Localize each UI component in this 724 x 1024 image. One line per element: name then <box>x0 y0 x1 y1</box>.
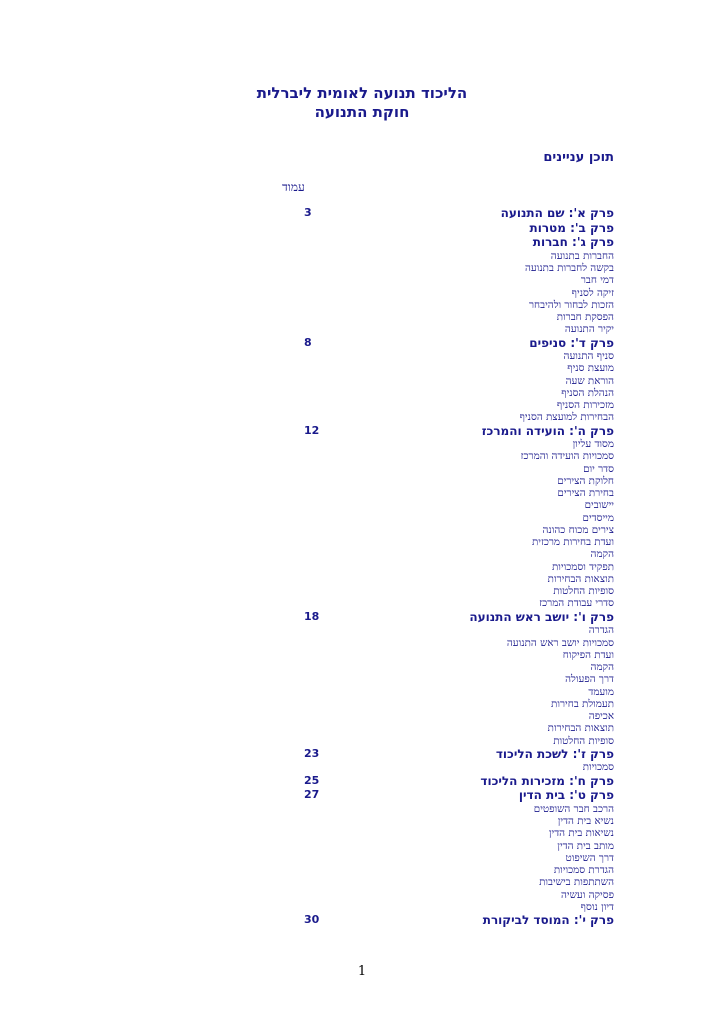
toc-section-row <box>194 649 614 661</box>
toc-section-row <box>194 438 614 450</box>
section-title: הפסקת חברות <box>556 311 614 324</box>
toc-section-row <box>194 698 614 710</box>
chapter-title: פרק ג': חברות <box>532 235 614 250</box>
section-title: סניף התנועה <box>563 350 614 363</box>
toc-section-row <box>194 661 614 673</box>
section-title: סדר יום <box>583 462 614 475</box>
section-title: ועדת הפיקוח <box>562 648 614 661</box>
chapter-title: פרק ה': הועידה והמרכז <box>481 423 614 438</box>
chapter-page-number: 8 <box>304 335 312 349</box>
chapter-title: פרק ז': לשכת הליכוד <box>495 746 614 761</box>
section-title: חלוקת הצירים <box>557 474 614 487</box>
toc-chapter-row <box>194 788 614 803</box>
toc-section-row <box>194 852 614 864</box>
page-number: 1 <box>357 964 367 979</box>
toc-section-row <box>194 250 614 262</box>
toc-section-row <box>194 876 614 888</box>
chapter-page-number: 3 <box>304 206 312 219</box>
table-of-contents <box>194 206 614 928</box>
section-title: הוראת שעה <box>565 374 614 387</box>
chapter-page-number: 18 <box>304 609 320 623</box>
section-title: סדרי עבודת המרכז <box>539 597 614 610</box>
chapter-page-number: 23 <box>304 746 320 760</box>
section-title: תפקיד וסמכויות <box>552 560 614 573</box>
toc-chapter-row <box>194 235 614 250</box>
toc-section-row <box>194 548 614 560</box>
toc-chapter-row <box>194 336 614 351</box>
toc-section-row <box>194 585 614 597</box>
toc-section-row <box>194 889 614 901</box>
toc-chapter-row <box>194 221 614 236</box>
section-title: סופיות החלטות <box>553 734 614 747</box>
section-title: דרך הפעולה <box>565 673 614 686</box>
chapter-title: פרק י': המוסד לביקורת <box>482 913 614 928</box>
toc-section-row <box>194 561 614 573</box>
toc-section-row <box>194 323 614 335</box>
section-title: תוצאות הבחירות <box>547 722 614 735</box>
chapter-title: פרק ט': בית הדין <box>518 788 614 803</box>
toc-chapter-row <box>194 424 614 439</box>
toc-section-row <box>194 463 614 475</box>
toc-section-row <box>194 287 614 299</box>
section-title: נשיאות בית הדין <box>548 827 614 840</box>
chapter-page-number: 12 <box>304 423 320 437</box>
toc-chapter-row <box>194 610 614 625</box>
toc-section-row <box>194 803 614 815</box>
chapter-page-number: 30 <box>304 913 320 927</box>
toc-section-row <box>194 901 614 913</box>
toc-section-row <box>194 274 614 286</box>
chapter-title: פרק ח': מזכירות הליכוד <box>480 773 614 788</box>
toc-chapter-row <box>194 747 614 762</box>
toc-heading: תוכן עניינים <box>543 150 614 165</box>
toc-section-row <box>194 710 614 722</box>
toc-section-row <box>194 827 614 839</box>
section-title: דרך השיפוט <box>565 851 614 864</box>
section-title: מזכירות הסניף <box>556 399 614 412</box>
section-title: צירים מכוח כהונה <box>542 523 614 536</box>
section-title: סמכויות הועידה והמרכז <box>520 450 614 463</box>
section-title: הזכות לבחור ולהיבחר <box>528 298 614 311</box>
toc-section-row <box>194 375 614 387</box>
toc-section-row <box>194 387 614 399</box>
section-title: דמי חבר <box>580 274 614 287</box>
toc-section-row <box>194 487 614 499</box>
toc-section-row <box>194 475 614 487</box>
section-title: יישובים <box>584 499 614 512</box>
toc-section-row <box>194 450 614 462</box>
toc-section-row <box>194 624 614 636</box>
toc-section-row <box>194 524 614 536</box>
toc-section-row <box>194 311 614 323</box>
chapter-title: פרק ב': מטרות <box>529 220 614 235</box>
toc-chapter-row <box>194 913 614 928</box>
section-title: הקמה <box>590 661 614 674</box>
section-title: מותב בית הדין <box>557 839 614 852</box>
toc-section-row <box>194 362 614 374</box>
section-title: מסוד עליון <box>572 438 614 451</box>
section-title: הגדרת סמכויות <box>553 864 614 877</box>
section-title: אכיפה <box>588 710 614 723</box>
section-title: מייסדים <box>582 511 614 524</box>
section-title: הגדרה <box>588 624 614 637</box>
chapter-title: פרק ו': יושב ראש התנועה <box>469 609 614 624</box>
section-title: סופיות החלטות <box>553 585 614 598</box>
toc-section-row <box>194 499 614 511</box>
toc-section-row <box>194 722 614 734</box>
page-column-label: עמוד <box>282 180 305 194</box>
toc-section-row <box>194 761 614 773</box>
toc-section-row <box>194 815 614 827</box>
toc-section-row <box>194 573 614 585</box>
toc-section-row <box>194 262 614 274</box>
toc-section-row <box>194 735 614 747</box>
section-title: הרכב חבר השופטים <box>533 802 614 815</box>
section-title: פסיקה ועשיה <box>560 888 614 901</box>
chapter-page-number: 27 <box>304 788 320 802</box>
toc-section-row <box>194 512 614 524</box>
section-title: סמכויות <box>582 761 614 774</box>
toc-chapter-row <box>194 774 614 789</box>
section-title: מועצת סניף <box>567 362 614 375</box>
section-title: הקמה <box>590 548 614 561</box>
section-title: דיון נוסף <box>580 900 614 913</box>
section-title: סמכויות יושב ראש התנועה <box>506 636 614 649</box>
toc-section-row <box>194 637 614 649</box>
section-title: מועמד <box>588 685 614 698</box>
chapter-title: פרק א': שם התנועה <box>500 206 614 220</box>
section-title: הבחירות למועצת הסניף <box>519 411 614 424</box>
toc-section-row <box>194 350 614 362</box>
chapter-title: פרק ד': סניפים <box>529 335 614 350</box>
section-title: תוצאות הבחירות <box>547 572 614 585</box>
toc-section-row <box>194 597 614 609</box>
toc-section-row <box>194 411 614 423</box>
section-title: ועדת בחירות מרכזית <box>531 536 614 549</box>
toc-section-row <box>194 673 614 685</box>
toc-section-row <box>194 399 614 411</box>
section-title: נשיא בית הדין <box>557 815 614 828</box>
document-title: הליכוד תנועה לאומית ליברלית <box>256 84 468 102</box>
section-title: בקשה לחברות בתנועה <box>524 262 614 275</box>
section-title: זיקה לסניף <box>571 286 614 299</box>
toc-section-row <box>194 686 614 698</box>
section-title: החברות בתנועה <box>550 249 614 262</box>
document-subtitle: חוקת התנועה <box>314 103 410 121</box>
toc-section-row <box>194 536 614 548</box>
toc-section-row <box>194 840 614 852</box>
section-title: השתתפות בישיבות <box>539 876 614 889</box>
section-title: יקיר התנועה <box>564 323 614 336</box>
chapter-page-number: 25 <box>304 773 320 787</box>
toc-section-row <box>194 299 614 311</box>
toc-chapter-row <box>194 206 614 221</box>
section-title: הנהלת הסניף <box>561 386 614 399</box>
section-title: בחירת הצירים <box>557 487 614 500</box>
section-title: תעמולת בחירות <box>551 697 614 710</box>
toc-section-row <box>194 864 614 876</box>
